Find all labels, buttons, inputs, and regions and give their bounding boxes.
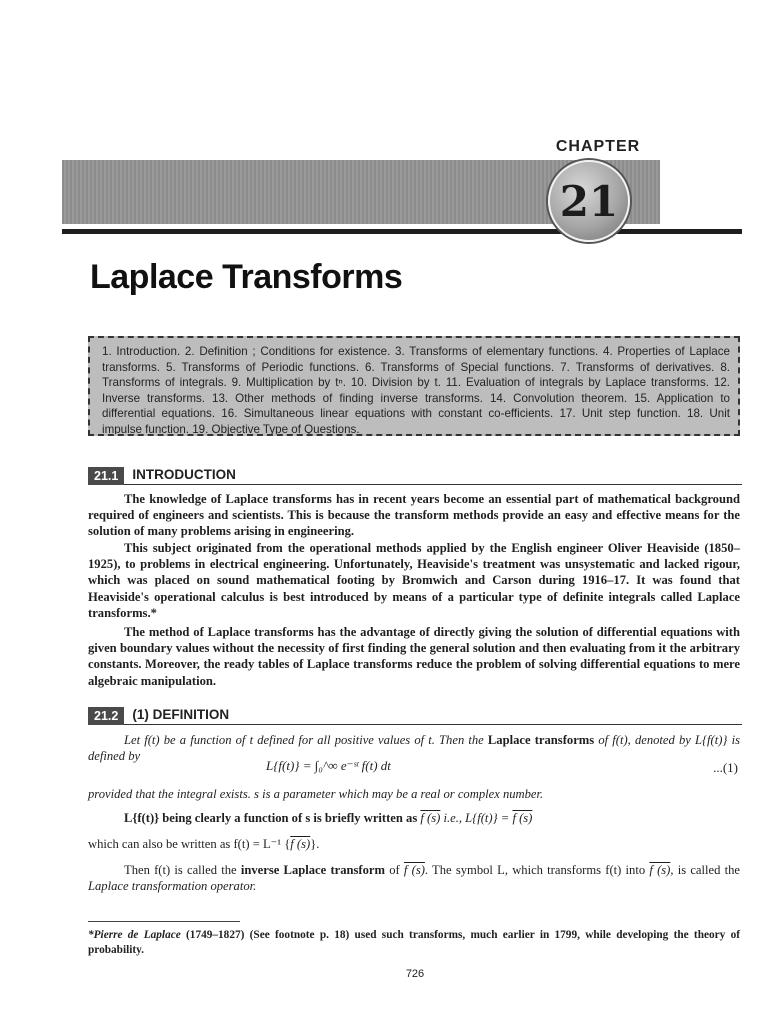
notation-line (88, 810, 740, 826)
footnote-author: *Pierre de Laplace (88, 929, 181, 941)
section-number: 21.1 (88, 467, 124, 485)
inverse-def-c: of (385, 863, 404, 877)
section-header-definition (88, 704, 742, 725)
footnote (88, 928, 740, 958)
definition-text-c: of f(t), denoted by L{f(t)} is defined by (88, 733, 740, 764)
provided-line: provided that the integral exists. s is a parameter which may be a real or complex number. (88, 787, 544, 801)
section-title: INTRODUCTION (132, 467, 236, 482)
chapter-title: Laplace Transforms (90, 258, 403, 296)
fbar-s-3: f (s) (290, 837, 311, 851)
inverse-notation-line (88, 836, 740, 852)
definition-text-a: Let f(t) be a function of t defined for all positive values of t. Then the (124, 733, 488, 747)
fbar-s-4: f (s) (403, 863, 425, 877)
inverse-def-a: Then f(t) is called the (124, 863, 241, 877)
fbar-s-2: f (s) (512, 811, 533, 825)
laplace-equation (88, 756, 740, 784)
footnote-text: (1749–1827) (See footnote p. 18) used such transforms, much earlier in 1799, while developing the theory of probability. (88, 929, 740, 956)
equation-label: ...(1) (713, 760, 738, 775)
inverse-text-end: }. (310, 837, 320, 851)
inverse-definition-paragraph (88, 862, 740, 894)
inverse-def-d: . The symbol L, which transforms f(t) into (424, 863, 650, 877)
section-header-introduction (88, 464, 742, 485)
equation-expression: L{f(t)} = ∫₀^∞ e⁻ˢᵗ f(t) dt (266, 758, 391, 773)
chapter-label: CHAPTER (555, 138, 641, 155)
inverse-text: which can also be written as f(t) = L⁻¹ { (88, 837, 291, 851)
section-number: 21.2 (88, 707, 124, 725)
intro-paragraph-1: The knowledge of Laplace transforms has in recent years become an essential part of mathematical background required of engineers and scientists. This is because the transform methods provide an easy and effective means for the solution of many problems arising in engineering. (88, 492, 740, 539)
inverse-def-term: inverse Laplace transform (240, 863, 385, 877)
intro-paragraph-2: This subject originated from the operational methods applied by the English engineer Oliver Heaviside (1850–1925), to problems in electrical engineering. Unfortunately, Heaviside's treatment was unsystematic and lacked rigour, which was placed on sound mathematical footing by Bromwich and Carson during 1916–17. It was found that Heaviside's operational calculus is best introduced by means of a particular type of definite integrals called Laplace transforms.* (88, 541, 740, 620)
definition-term: Laplace transforms (487, 733, 595, 747)
page-number: 726 (405, 968, 425, 980)
chapter-number: 21 (559, 176, 619, 226)
chapter-banner-rule (62, 229, 742, 234)
notation-text-b: i.e., L{f(t)} = (440, 811, 513, 825)
fbar-s-5: f (s) (649, 863, 671, 877)
fbar-s: f (s) (420, 811, 441, 825)
intro-paragraph-3: The method of Laplace transforms has the advantage of directly giving the solution of differential equations with given boundary values without the necessity of first finding the general solution and then evaluating from it the arbitrary constants. Moreover, the ready tables of Laplace transforms reduce the problem of solving differential equations to mere algebraic manipulation. (88, 625, 740, 688)
chapter-badge (548, 160, 630, 242)
inverse-def-e: , is called the (670, 863, 740, 877)
notation-text-a: L{f(t)} being clearly a function of s is briefly written as (124, 811, 421, 825)
inverse-def-operator: Laplace transformation operator. (88, 879, 257, 894)
footnote-rule (88, 921, 240, 922)
section-title: (1) DEFINITION (132, 707, 230, 722)
chapter-contents-box: 1. Introduction. 2. Definition ; Conditions for existence. 3. Transforms of elementary functions. 4. Properties of Laplace transforms. 5. Transforms of Periodic functions. 6. Transforms of Special functions. 7. Transforms of derivatives. 8. Transforms of integrals. 9. Multiplication by tⁿ. 10. Division by t. 11. Evaluation of integrals by Laplace transforms. 12. Inverse transforms. 13. Other methods of finding inverse transforms. 14. Convolution theorem. 15. Application to differential equations. 16. Simultaneous linear equations with constant co-efficients. 17. Unit step function. 18. Unit impulse function. 19. Objective Type of Questions. (88, 336, 740, 436)
